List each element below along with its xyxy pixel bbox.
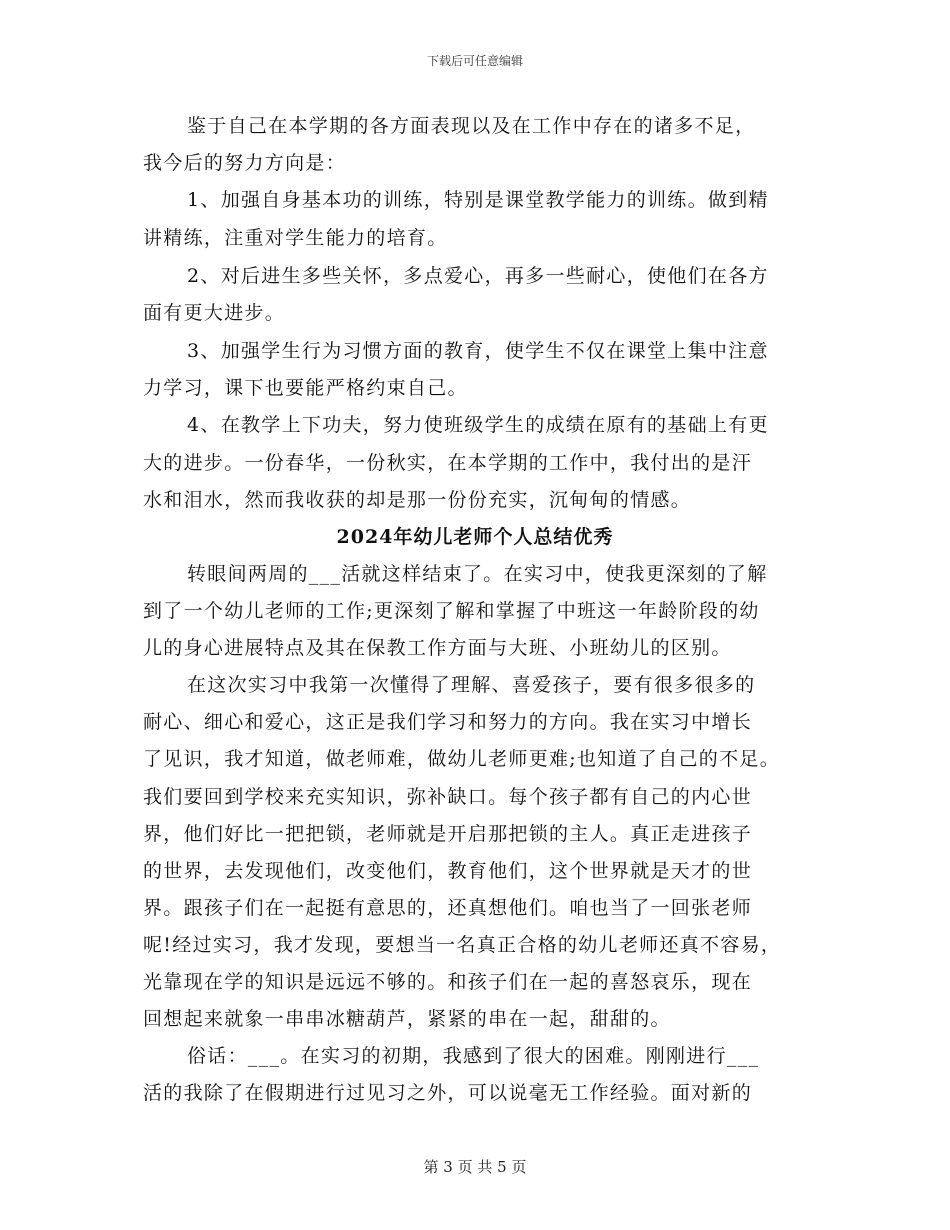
text-line: 的世界，去发现他们，改变他们，教育他们，这个世界就是天才的世 <box>143 860 753 882</box>
text-line: 在这次实习中我第一次懂得了理解、喜爱孩子，要有很多很多的 <box>187 674 756 696</box>
text-line: 3、加强学生行为习惯方面的教育，使学生不仅在课堂上集中注意 <box>187 340 769 362</box>
text-line: 界，他们好比一把把锁，老师就是开启那把锁的主人。真正走进孩子 <box>143 823 753 845</box>
text-line: 面有更大进步。 <box>143 302 286 324</box>
text-line: 回想起来就象一串串冰糖葫芦，紧紧的串在一起，甜甜的。 <box>143 1008 671 1030</box>
text-line: 呢!经过实习，我才发现，要想当一名真正合格的幼儿老师还真不容易， <box>143 934 782 956</box>
text-line: 转眼间两周的___活就这样结束了。在实习中，使我更深刻的了解 <box>187 563 768 585</box>
text-line: 界。跟孩子们在一起挺有意思的，还真想他们。咱也当了一回张老师 <box>143 897 753 919</box>
page-footer: 第 3 页 共 5 页 <box>423 1158 527 1176</box>
text-line: 我们要回到学校来充实知识，弥补缺口。每个孩子都有自己的内心世 <box>143 786 753 808</box>
text-line: 到了一个幼儿老师的工作;更深刻了解和掌握了中班这一年龄阶段的幼 <box>143 600 760 622</box>
text-line: 俗话：___。在实习的初期，我感到了很大的困难。刚刚进行___ <box>187 1045 760 1067</box>
text-line: 活的我除了在假期进行过见习之外，可以说毫无工作经验。面对新的 <box>143 1082 753 1104</box>
text-line: 4、在教学上下功夫，努力使班级学生的成绩在原有的基础上有更 <box>187 414 769 436</box>
text-line: 鉴于自己在本学期的各方面表现以及在工作中存在的诸多不足， <box>187 115 756 137</box>
text-line: 力学习，课下也要能严格约束自己。 <box>143 377 468 399</box>
page-header: 下载后可任意编辑 <box>426 54 523 68</box>
text-line: 耐心、细心和爱心，这正是我们学习和努力的方向。我在实习中增长 <box>143 711 753 733</box>
text-line: 光靠现在学的知识是远远不够的。和孩子们在一起的喜怒哀乐，现在 <box>143 971 753 993</box>
text-line: 水和泪水，然而我收获的却是那一份份充实，沉甸甸的情感。 <box>143 489 692 511</box>
text-line: 讲精练，注重对学生能力的培育。 <box>143 227 448 249</box>
text-line: 我今后的努力方向是： <box>143 152 347 174</box>
section-title: 2024年幼儿老师个人总结优秀 <box>336 526 614 548</box>
text-line: 了见识，我才知道，做老师难，做幼儿老师更难;也知道了自己的不足。 <box>143 748 781 770</box>
text-line: 2、对后进生多些关怀，多点爱心，再多一些耐心，使他们在各方 <box>187 265 769 287</box>
text-line: 大的进步。一份春华，一份秋实，在本学期的工作中，我付出的是汗 <box>143 452 753 474</box>
text-line: 儿的身心进展特点及其在保教工作方面与大班、小班幼儿的区别。 <box>143 637 732 659</box>
text-line: 1、加强自身基本功的训练，特别是课堂教学能力的训练。做到精 <box>187 189 769 211</box>
